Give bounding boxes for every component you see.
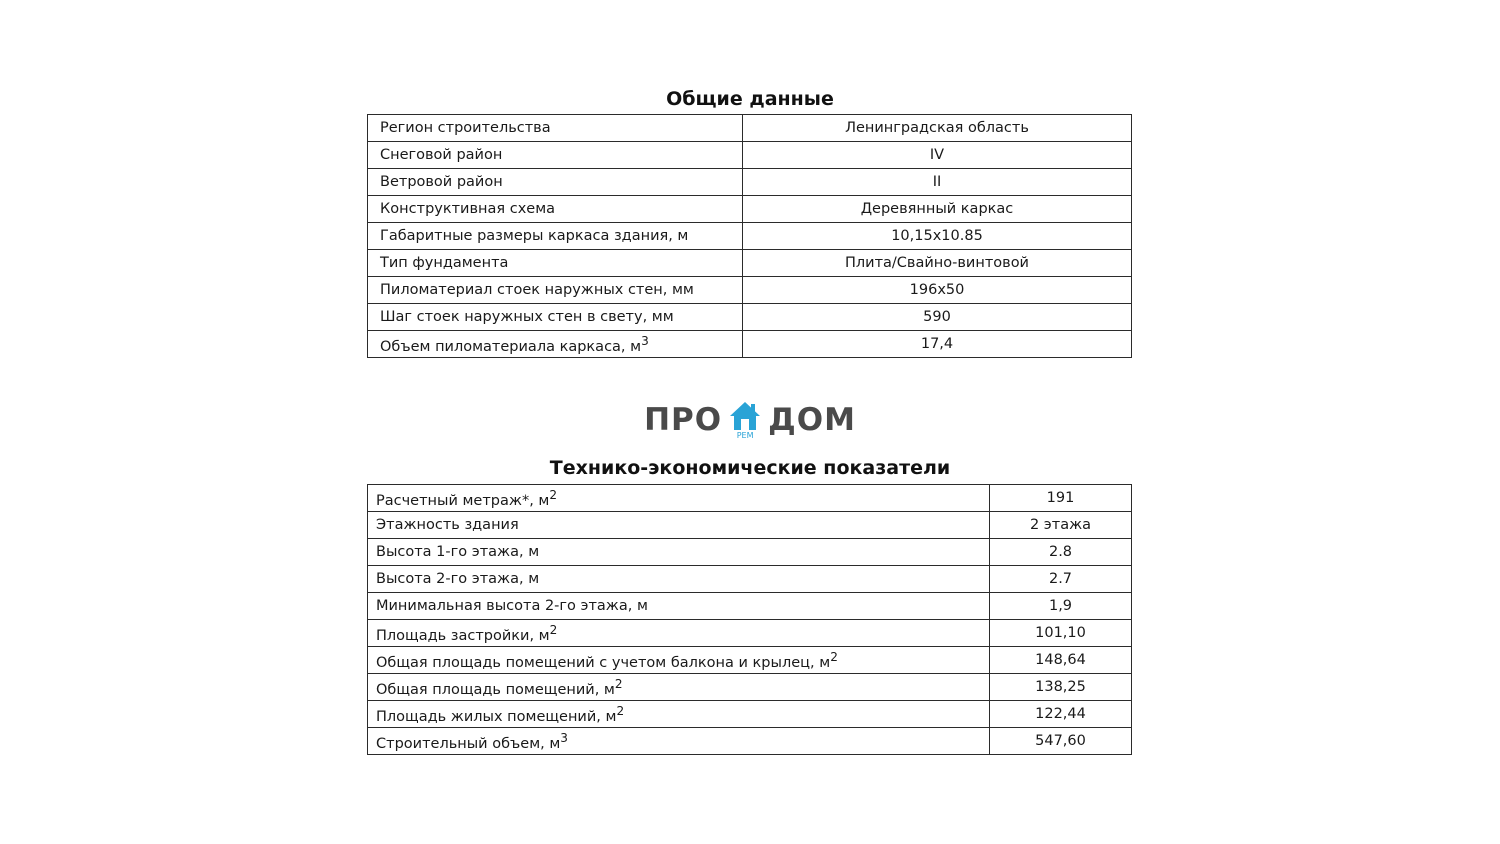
unit-superscript: 2: [616, 703, 625, 718]
row-value: 2.7: [990, 566, 1132, 593]
row-value: 122,44: [990, 701, 1132, 728]
row-label: Расчетный метраж*, $м^2$: [368, 485, 990, 512]
logo-left-text: ПРО: [644, 402, 723, 438]
row-label: Общая площадь помещений, $м^2$: [368, 674, 990, 701]
row-label: Площадь жилых помещений, $м^2$: [368, 701, 990, 728]
table-row: [368, 115, 1132, 142]
row-value: 17,4: [743, 331, 1132, 358]
row-value: 101,10: [990, 620, 1132, 647]
row-label: Высота 2-го этажа, м: [368, 566, 990, 593]
row-value: Плита/Свайно-винтовой: [743, 250, 1132, 277]
row-value: II: [743, 169, 1132, 196]
unit-superscript: 2: [830, 649, 838, 664]
table-row: [368, 593, 1132, 620]
unit-superscript: 2: [614, 676, 623, 691]
row-value: 191: [990, 485, 1132, 512]
row-label: Высота 1-го этажа, м: [368, 539, 990, 566]
table-row: [368, 701, 1132, 728]
house-icon: [728, 400, 762, 440]
row-label: Пиломатериал стоек наружных стен, мм: [368, 277, 743, 304]
unit-superscript: 3: [641, 333, 649, 348]
row-label: Минимальная высота 2-го этажа, м: [368, 593, 990, 620]
table-row: [368, 674, 1132, 701]
table-row: [368, 196, 1132, 223]
tep-table: [367, 484, 1132, 755]
row-value: 138,25: [990, 674, 1132, 701]
table-row: [368, 647, 1132, 674]
unit-superscript: 2: [549, 622, 558, 637]
unit-superscript: 3: [560, 730, 568, 745]
row-value: 2 этажа: [990, 512, 1132, 539]
row-value: 2.8: [990, 539, 1132, 566]
row-value: 10,15x10.85: [743, 223, 1132, 250]
row-value: 148,64: [990, 647, 1132, 674]
row-label: Снеговой район: [368, 142, 743, 169]
row-value: IV: [743, 142, 1132, 169]
logo-right-text: ДОМ: [768, 402, 856, 438]
table-row: [368, 304, 1132, 331]
general-data-title: Общие данные: [666, 88, 834, 110]
table-row: [368, 223, 1132, 250]
row-value: 1,9: [990, 593, 1132, 620]
company-logo: [0, 400, 1500, 440]
row-value: 547,60: [990, 728, 1132, 755]
row-label: Этажность здания: [368, 512, 990, 539]
row-label: Конструктивная схема: [368, 196, 743, 223]
row-value: 590: [743, 304, 1132, 331]
row-label: Тип фундамента: [368, 250, 743, 277]
table-row: [368, 485, 1132, 512]
table-row: [368, 539, 1132, 566]
table-row: [368, 512, 1132, 539]
table-row: [368, 142, 1132, 169]
row-label: Строительный объем, $м^3$: [368, 728, 990, 755]
row-label: Шаг стоек наружных стен в свету, мм: [368, 304, 743, 331]
row-value: Ленинградская область: [743, 115, 1132, 142]
general-data-table: [367, 114, 1132, 358]
row-label: Объем пиломатериала каркаса, $м^3$: [368, 331, 743, 358]
row-label: Ветровой район: [368, 169, 743, 196]
table-row: [368, 331, 1132, 358]
tep-title: Технико-экономические показатели: [549, 457, 951, 479]
row-label: Площадь застройки, $м^2$: [368, 620, 990, 647]
table-row: [368, 277, 1132, 304]
table-row: [368, 728, 1132, 755]
row-label: Габаритные размеры каркаса здания, м: [368, 223, 743, 250]
unit-superscript: 2: [549, 487, 558, 502]
row-label: Регион строительства: [368, 115, 743, 142]
table-row: [368, 620, 1132, 647]
row-value: 196x50: [743, 277, 1132, 304]
table-row: [368, 169, 1132, 196]
row-label: Общая площадь помещений с учетом балкона и крылец, $м^2$: [368, 647, 990, 674]
table-row: [368, 250, 1132, 277]
logo-house-label: РЕМ: [736, 431, 754, 440]
row-value: Деревянный каркас: [743, 196, 1132, 223]
table-row: [368, 566, 1132, 593]
